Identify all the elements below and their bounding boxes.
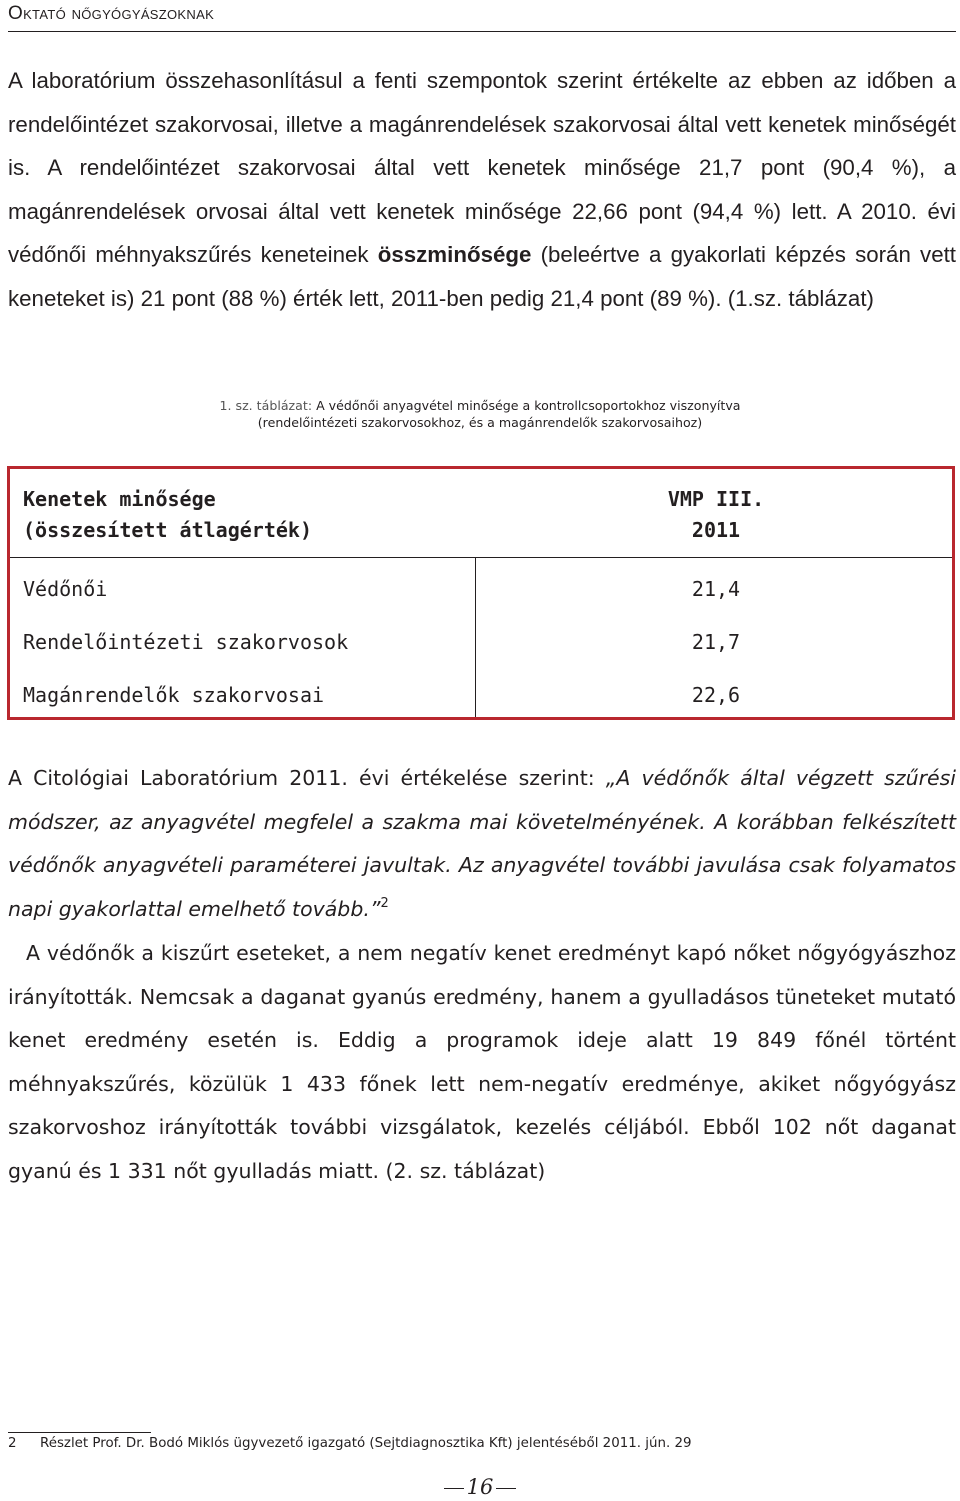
- intro-paragraph: [8, 59, 956, 321]
- citology-lead: A Citológiai Laboratórium 2011. évi értékelése szerint:: [8, 766, 606, 790]
- caption-lead: 1. sz. táblázat:: [219, 398, 317, 413]
- page-number: [0, 1475, 960, 1499]
- page-number-dash-left: [444, 1488, 464, 1489]
- referral-text: A védőnők a kiszűrt eseteket, a nem negatív kenet eredményt kapó nőket nőgyógyászhoz irányították. Nemcsak a daganat gyanús eredmény, hanem a gyulladásos tüneteket mutató kenet eredmény esetén is. Eddig a programok ideje alatt 19 849 főnél történt méhnyakszűrés, közülük 1 433 főnek lett nem-negatív eredménye, akiket nőgyógyász szakorvoshoz irányították további vizsgálatok, kezelés céljából. Ebből 102 nőt daganat gyanú és 1 331 nőt gyulladás miatt. (2. sz. táblázat): [8, 941, 956, 1183]
- table-head-left-2: (összesített átlagérték): [23, 518, 312, 542]
- table-row-value: 21,4: [691, 577, 741, 601]
- table-divider-vertical: [475, 557, 476, 717]
- table-row-label: Védőnői: [23, 577, 108, 601]
- caption-title: A védőnői anyagvétel minősége a kontrollcsoportokhoz viszonyítva: [316, 398, 741, 413]
- footnote-number: 2: [8, 1436, 17, 1451]
- intro-text-1: A laboratórium összehasonlításul a fenti szempontok szerint értékelte az ebben az időben a rendelőintézet szakorvosai, illetve a magánrendelések szakorvosai által vett kenetek minőségét is. A rendelőintézet szakorvosai által vett kenetek minősége 21,7 pont (90,4 %), a magánrendelések orvosai által vett kenetek minősége 22,66 pont (94,4 %) lett. A 2010. évi védőnői méhnyakszűrés keneteinek: [8, 68, 956, 268]
- table-divider-horizontal: [10, 557, 952, 558]
- caption-subtitle: (rendelőintézeti szakorvosokhoz, és a magánrendelők szakorvosaihoz): [257, 415, 703, 430]
- table-row-value: 21,7: [691, 630, 741, 654]
- table-row-value: 22,6: [691, 683, 741, 707]
- intro-text-2: (beleértve a gyakorlati képzés során vett keneteket is) 21 pont (88 %) érték lett, 2011-ben pedig 21,4 pont (89 %). (1.sz. táblázat): [8, 242, 956, 311]
- footnote-ref: 2: [380, 895, 389, 911]
- table-caption-sub: [0, 414, 960, 431]
- referral-paragraph: [8, 932, 956, 1194]
- page-number-value: 16: [466, 1475, 494, 1499]
- table-head-right-2: 2011: [691, 518, 741, 542]
- intro-bold-word: összminősége: [377, 242, 532, 268]
- table-head-left-1: Kenetek minősége: [23, 487, 216, 511]
- footnote-rule: [8, 1432, 151, 1433]
- header-title: Oktató nőgyógyászoknak: [8, 3, 215, 24]
- footnote: [8, 1436, 692, 1451]
- citology-paragraph: [8, 757, 956, 931]
- table-row-label: Rendelőintézeti szakorvosok: [23, 630, 349, 654]
- page-number-dash-right: [496, 1488, 516, 1489]
- footnote-text: Részlet Prof. Dr. Bodó Miklós ügyvezető igazgató (Sejtdiagnosztika Kft) jelentéséből 2011. jún. 29: [40, 1436, 692, 1451]
- table-head-right-1: VMP III.: [667, 487, 765, 511]
- running-header: [8, 0, 956, 32]
- table-caption: [0, 397, 960, 414]
- citology-quote: „A védőnők által végzett szűrési módszer, az anyagvétel megfelel a szakma mai követelményének. A korábban felkészített védőnők anyagvételi paraméterei javultak. Az anyagvétel további javulása csak folyamatos napi gyakorlattal emelhető tovább.”: [8, 766, 956, 921]
- table-row-label: Magánrendelők szakorvosai: [23, 683, 325, 707]
- quality-table: [7, 466, 955, 720]
